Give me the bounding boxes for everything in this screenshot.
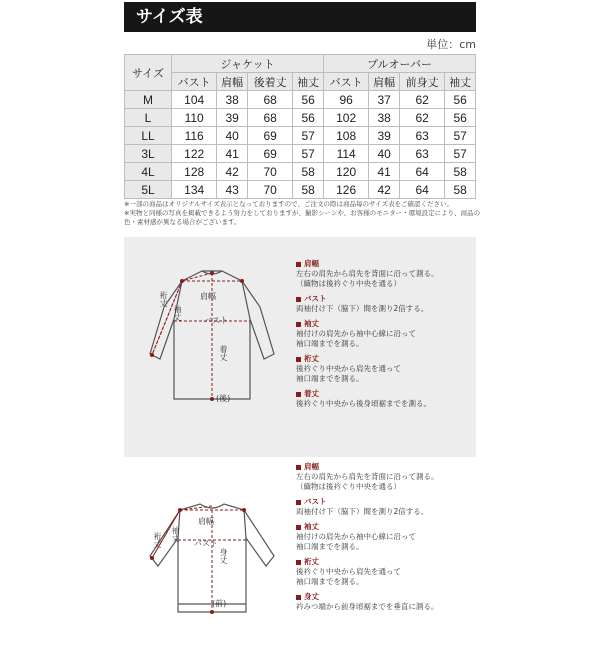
measure-cell: 120 [323, 163, 368, 181]
measure-cell: 69 [247, 127, 292, 145]
measure-cell: 62 [399, 109, 444, 127]
measure-cell: 122 [172, 145, 217, 163]
measure-cell: 57 [293, 127, 324, 145]
size-cell: 5L [125, 181, 172, 199]
measure-cell: 70 [247, 181, 292, 199]
legend-item: 裄丈 後衿ぐり中央から肩先を通って 袖口端までを測る。 [296, 557, 401, 586]
measure-cell: 64 [399, 181, 444, 199]
table-row [125, 163, 476, 181]
size-cell: 3L [125, 145, 172, 163]
pullover-caption: (前) [212, 599, 227, 608]
measure-cell: 38 [217, 91, 248, 109]
bullet-square-icon [296, 560, 301, 565]
jacket-measure-panel [124, 237, 476, 457]
pullover-legend [296, 462, 472, 617]
fig-label-bust: バスト [204, 316, 228, 325]
jacket-legend [296, 259, 472, 414]
column-header: 肩幅 [369, 73, 400, 91]
column-header: 袖丈 [445, 73, 476, 91]
bullet-square-icon [296, 322, 301, 327]
fig-label-length: 着丈 [219, 345, 228, 361]
table-row [125, 127, 476, 145]
measure-cell: 57 [293, 145, 324, 163]
bullet-square-icon [296, 500, 301, 505]
size-cell: LL [125, 127, 172, 145]
measure-cell: 58 [293, 181, 324, 199]
measure-cell: 56 [293, 91, 324, 109]
bullet-square-icon [296, 262, 301, 267]
legend-item: 袖丈 袖付けの肩先から袖中心線に沿って 袖口端までを測る。 [296, 522, 416, 551]
unit-label: 単位：cm [426, 38, 476, 51]
measure-cell: 58 [445, 163, 476, 181]
bullet-square-icon [296, 392, 301, 397]
measure-cell: 68 [247, 91, 292, 109]
pullover-measure-panel [124, 460, 476, 655]
column-header: バスト [172, 73, 217, 91]
measure-cell: 37 [369, 91, 400, 109]
legend-item: 袖丈 袖付けの肩先から袖中心線に沿って 袖口端までを測る。 [296, 319, 416, 348]
legend-item: 肩幅 左右の肩先から肩先を背面に沿って測る。 （織物は後衿ぐり中央を通る） [296, 462, 439, 491]
legend-item: 裄丈 後衿ぐり中央から肩先を通って 袖口端までを測る。 [296, 354, 401, 383]
measure-cell: 134 [172, 181, 217, 199]
column-header: 前身丈 [399, 73, 444, 91]
size-cell: 4L [125, 163, 172, 181]
measure-cell: 104 [172, 91, 217, 109]
legend-item: 身丈 衿みつ端から前身頃裾までを垂直に測る。 [296, 592, 439, 611]
measure-cell: 108 [323, 127, 368, 145]
bullet-square-icon [296, 357, 301, 362]
fig-label-shoulder: 肩幅 [200, 292, 216, 301]
column-header: 後着丈 [247, 73, 292, 91]
measure-cell: 69 [247, 145, 292, 163]
measure-cell: 43 [217, 181, 248, 199]
measure-cell: 56 [445, 91, 476, 109]
size-cell: M [125, 91, 172, 109]
measure-cell: 128 [172, 163, 217, 181]
measure-cell: 102 [323, 109, 368, 127]
measure-cell: 62 [399, 91, 444, 109]
legend-item: バスト 両袖付け下（脇下）間を測り2倍する。 [296, 294, 429, 313]
fig-label-length: 身丈 [219, 548, 228, 564]
measure-cell: 96 [323, 91, 368, 109]
table-row [125, 91, 476, 109]
measure-cell: 39 [217, 109, 248, 127]
table-row [125, 145, 476, 163]
column-header: バスト [323, 73, 368, 91]
note-line: ※実物と同様の写真を掲載できるよう努力をしておりますが、撮影シーンや、お客様のモニター・環境設定により、商品の色・素材感が異なる場合がございます。 [124, 209, 481, 226]
measure-cell: 57 [445, 127, 476, 145]
measure-cell: 70 [247, 163, 292, 181]
bullet-square-icon [296, 525, 301, 530]
measure-cell: 39 [369, 127, 400, 145]
table-row [125, 181, 476, 199]
measure-cell: 56 [445, 109, 476, 127]
group-header-jacket: ジャケット [172, 55, 324, 73]
fig-label-shoulder: 肩幅 [198, 517, 214, 526]
bullet-square-icon [296, 595, 301, 600]
legend-item: 肩幅 左右の肩先から肩先を背面に沿って測る。 （織物は後衿ぐり中央を通る） [296, 259, 439, 288]
measure-cell: 40 [369, 145, 400, 163]
bullet-square-icon [296, 297, 301, 302]
legend-item: バスト 両袖付け下（脇下）間を測り2倍する。 [296, 497, 429, 516]
measure-cell: 68 [247, 109, 292, 127]
measure-cell: 116 [172, 127, 217, 145]
fig-label-yuki: 裄丈 [159, 291, 168, 307]
measure-cell: 64 [399, 163, 444, 181]
measure-cell: 41 [369, 163, 400, 181]
notes [124, 200, 484, 227]
measure-cell: 41 [217, 145, 248, 163]
measure-cell: 42 [217, 163, 248, 181]
measure-cell: 40 [217, 127, 248, 145]
bullet-square-icon [296, 465, 301, 470]
group-header-pullover: プルオーバー [323, 55, 475, 73]
measure-cell: 56 [293, 109, 324, 127]
measure-cell: 58 [293, 163, 324, 181]
fig-label-bust: バスト [194, 539, 218, 548]
measure-cell: 38 [369, 109, 400, 127]
page-title: サイズ表 [124, 2, 476, 32]
jacket-diagram [142, 259, 282, 429]
column-header: 袖丈 [293, 73, 324, 91]
measure-cell: 110 [172, 109, 217, 127]
size-table [124, 54, 476, 199]
measure-cell: 57 [445, 145, 476, 163]
size-header: サイズ [125, 55, 172, 91]
measure-cell: 63 [399, 145, 444, 163]
measure-cell: 42 [369, 181, 400, 199]
fig-label-yuki: 裄丈 [153, 532, 162, 548]
measure-cell: 58 [445, 181, 476, 199]
column-header: 肩幅 [217, 73, 248, 91]
fig-label-sleeve: 袖丈 [173, 305, 182, 321]
note-line: ※一部の商品はオリジナルサイズ表示となっておりますので、ご注文の際は商品毎のサイズ表をご確認ください。 [124, 200, 453, 208]
jacket-caption: (後) [216, 394, 231, 403]
legend-item: 着丈 後衿ぐり中央から後身頃裾までを測る。 [296, 389, 431, 408]
table-row [125, 109, 476, 127]
measure-cell: 114 [323, 145, 368, 163]
pullover-sleeve-line [244, 510, 246, 538]
measure-cell: 126 [323, 181, 368, 199]
measure-cell: 63 [399, 127, 444, 145]
size-cell: L [125, 109, 172, 127]
fig-label-sleeve: 袖丈 [171, 526, 180, 542]
